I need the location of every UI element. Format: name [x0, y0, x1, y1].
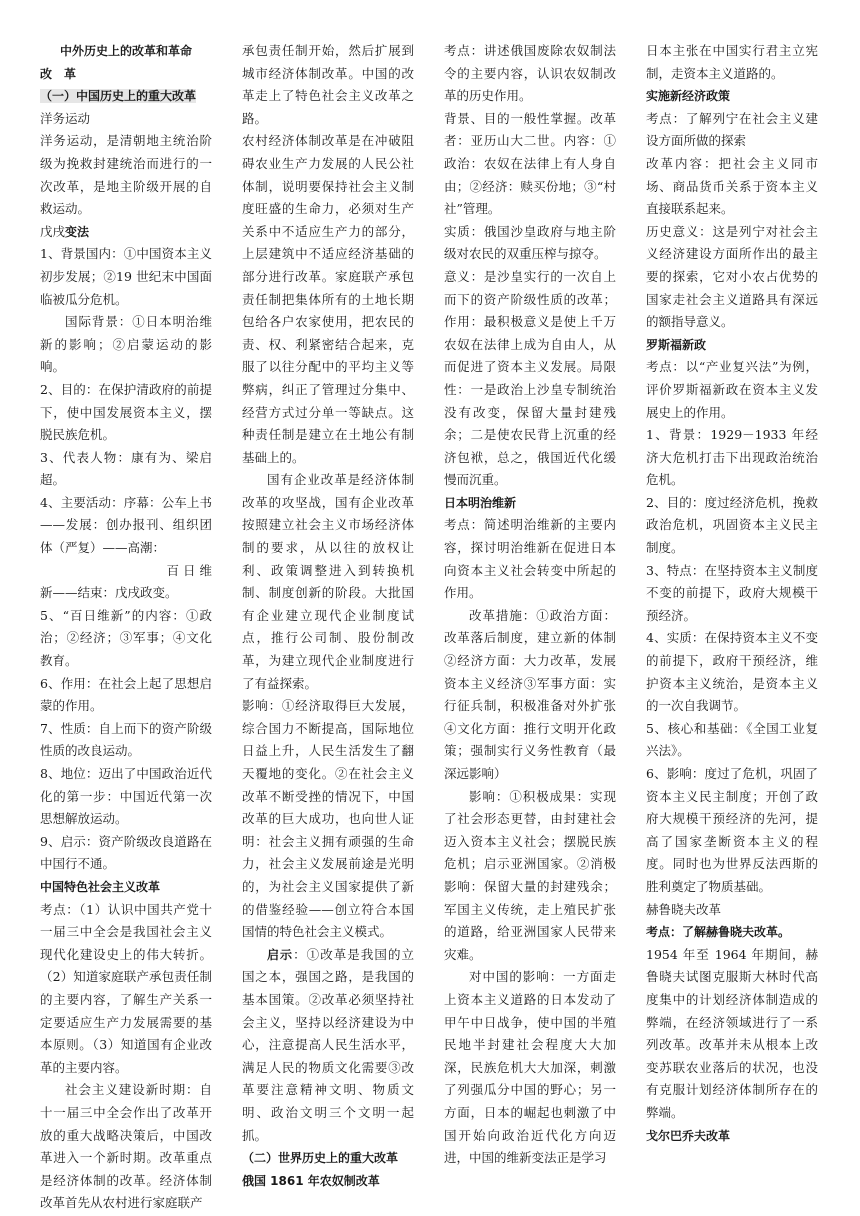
nep-content: 改革内容：把社会主义同市场、商品货币关系于资本主义直接联系起来。	[646, 155, 818, 217]
wuxu-item-9: 9、启示：资产阶级改良道路在中国行不通。	[40, 833, 212, 872]
column-3	[444, 40, 616, 1170]
paragraph-reform-impact: 影响：①经济取得巨大发展，综合国力不断提高，国际地位日益上升，人民生活发生了翻天覆地的变化。②在社会主义改革不断受挫的情况下，中国改革的巨大成功，也向世人证明：社会主义拥有顽强的生命力，社会主义发展前途是光明的，为社会主义国家提供了新的借鉴经验——创立符合本国国情的特色社会主义模式。	[242, 698, 414, 940]
meiji-conclusion: 日本主张在中国实行君主立宪制，走资本主义道路的。	[646, 43, 818, 81]
new-deal-item-1: 1、背景：1929－1933 年经济大危机打击下出现政治统治危机。	[646, 427, 818, 488]
heading-chinese-reforms: （一）中国历史上的重大改革	[40, 89, 197, 104]
wuxu-item-4b: 百 日 维	[166, 562, 212, 578]
meiji-measures: 改革措施：①政治方面：改革落后制度，建立新的体制②经济方面：大力改革，发展资本主义经济③军事方面：实行征兵制，积极准备对外扩张④文化方面：推行文明开化政策；强制实行义务性教育（最深远影响）	[444, 607, 616, 781]
socialism-new-period: 社会主义建设新时期：自十一届三中全会作出了改革开放的重大战略决策后，中国改革进入一个新时期。改革重点是经济体制的改革。经济体制改革首先从农村进行家庭联产	[40, 1082, 212, 1211]
paragraph-reform-lessons: 启示：①改革是我国的立国之本，强国之路，是我国的基本国策。②改革必须坚持社会主义，坚持以经济建设为中心，注意提高人民生活水平，满足人民的物质文化需要③改革要注意精神文明、物质文明、政治文明三个文明一起抓。	[242, 946, 414, 1143]
column-1	[40, 40, 212, 1215]
heading-new-deal: 罗斯福新政	[646, 337, 707, 352]
wuxu-item-1b: 国际背景：①日本明治维新的影响；②启蒙运动的影响。	[40, 314, 212, 375]
paragraph-contract-system: 承包责任制开始，然后扩展到城市经济体制改革。中国的改革走上了特色社会主义改革之路。	[242, 43, 414, 126]
wuxu-item-4: 4、主要活动：序幕：公车上书——发展：创办报刊、组织团体（严复）——高潮：	[40, 494, 212, 556]
new-deal-item-5: 5、核心和基础：《全国工业复兴法》。	[646, 720, 818, 759]
paragraph-soe-reform: 国有企业改革是经济体制改革的攻坚战，国有企业改革按照建立社会主义市场经济体制的要求，从以往的放权让利、政策调整进入到转换机制、制度创新的阶段。大批国有企业建立现代企业制度试点，推行公司制、股份制改革，为建立现代企业制度进行了有益探索。	[242, 472, 414, 691]
document-page	[40, 40, 830, 1211]
khrushchev-content: 1954 年至 1964 年期间，赫鲁晓夫试图克服斯大林时代高度集中的计划经济体制造成的弊端，在经济领域进行了一系列改革。改革并未从根本上改变苏联农业落后的状况，也没有克服计划经济体制所存在的弊端。	[646, 946, 818, 1120]
heading-russia-1861: 俄国 1861 年农奴制改革	[242, 1173, 380, 1188]
heading-khrushchev-reform: 赫鲁晓夫改革	[646, 901, 722, 917]
nep-significance: 历史意义：这是列宁对社会主义经济建设方面所作出的最主要的探索，它对小农占优势的国家走社会主义道路具有深远的额指导意义。	[646, 223, 818, 330]
socialism-exam-points: 考点：（1）认识中国共产党十一届三中全会是我国社会主义现代化建设史上的伟大转折。（2）知道家庭联产承包责任制的主要内容，了解生产关系一定要适应生产力发展需要的基本原则。（3）知道国有企业改革的主要内容。	[40, 901, 212, 1075]
wuxu-item-1: 1、背景国内：①中国资本主义初步发展；②19 世纪末中国面临被瓜分危机。	[40, 246, 212, 307]
heading-westernization: 洋务运动	[40, 110, 91, 126]
document-title: 中外历史上的改革和革命	[59, 44, 192, 58]
wuxu-item-6: 6、作用：在社会上起了思想启蒙的作用。	[40, 675, 212, 714]
heading-world-reforms: （二）世界历史上的重大改革	[242, 1151, 399, 1166]
new-deal-item-6: 6、影响：度过了危机，巩固了资本主义民主制度；开创了政府大规模干预经济的先河，提高了国家垄断资本主义的程度。同时也为世界反法西斯的胜利奠定了物质基础。	[646, 766, 818, 894]
russia-essence: 实质：俄国沙皇政府与地主阶级对农民的双重压榨与掠夺。	[444, 223, 616, 262]
paragraph-westernization: 洋务运动，是清朝地主统治阶级为挽救封建统治而进行的一次改革，是地主阶级开展的自救运动。	[40, 133, 212, 217]
nep-exam-points: 考点：了解列宁在社会主义建设方面所做的探索	[646, 110, 818, 149]
wuxu-item-7: 7、性质：自上而下的资产阶级性质的改良运动。	[40, 720, 212, 759]
meiji-impact-china: 对中国的影响：一方面走上资本主义道路的日本发动了甲午中日战争，使中国的半殖民地半封建社会程度大大加深，民族危机大大加深，刺激了列强瓜分中国的野心；另一方面，日本的崛起也刺激了中国开始向政治近代化方向迈进，中国的维新变法正是学习	[444, 969, 616, 1166]
column-2	[242, 40, 414, 1192]
khrushchev-exam-points: 考点：了解赫鲁晓夫改革。	[646, 925, 791, 940]
section-title-reform: 改 革	[40, 66, 77, 81]
column-4	[646, 40, 818, 1147]
wuxu-item-5: 5、“百日维新”的内容：①政治；②经济；③军事；④文化教育。	[40, 607, 212, 669]
heading-meiji-restoration: 日本明治维新	[444, 495, 517, 510]
heading-nep: 实施新经济政策	[646, 89, 731, 104]
russia-significance: 意义：是沙皇实行的一次自上而下的资产阶级性质的改革；作用：最积极意义是使上千万农奴在法律上成为自由人，从而促进了资本主义发展。局限性：一是政治上沙皇专制统治没有改变，保留大量封建残余；二是使农民背上沉重的经济包袱，总之，俄国近代化缓慢而沉重。	[444, 268, 616, 488]
wuxu-item-8: 8、地位：迈出了中国政治近代化的第一步：中国近代第一次思想解放运动。	[40, 766, 212, 827]
heading-wuxu-reform: 戊戌变法	[40, 223, 90, 239]
meiji-impact: 影响：①积极成果：实现了社会形态更替，由封建社会迈入资本主义社会；摆脱民族危机；启示亚洲国家。②消极影响：保留大量的封建残余；军国主义传统，走上殖民扩张的道路，给亚洲国家人民带来灾难。	[444, 788, 616, 962]
new-deal-item-3: 3、特点：在坚持资本主义制度不变的前提下，政府大规模干预经济。	[646, 562, 818, 623]
paragraph-rural-reform: 农村经济体制改革是在冲破阻碍农业生产力发展的人民公社体制，说明要保持社会主义制度旺盛的生命力，必须对生产关系中不适应生产力的部分，上层建筑中不适应经济基础的部分进行改革。家庭联产承包责任制把集体所有的土地长期包给各户农家使用，把农民的责、权、利紧密结合起来，克服了以往分配中的平均主义等弊病，纠正了管理过分集中、经营方式过分单一等缺点。这种责任制是建立在土地公有制基础上的。	[242, 133, 414, 465]
heading-gorbachev-reform: 戈尔巴乔夫改革	[646, 1128, 731, 1143]
russia-content: 背景、目的一般性掌握。改革者：亚历山大二世。内容：①政治：农奴在法律上有人身自由；②经济：赎买份地；③“村社”管理。	[444, 110, 616, 217]
meiji-exam-points: 考点：简述明治维新的主要内容，探讨明治维新在促进日本向资本主义社会转变中所起的作用。	[444, 517, 616, 601]
wuxu-item-2: 2、目的：在保护清政府的前提下，使中国发展资本主义，摆脱民族危机。	[40, 381, 212, 443]
wuxu-item-4c: 新——结束：戊戌政变。	[40, 585, 178, 601]
new-deal-item-2: 2、目的：度过经济危机，挽救政治危机，巩固资本主义民主制度。	[646, 494, 818, 556]
russia-exam-points: 考点：讲述俄国废除农奴制法令的主要内容，认识农奴制改革的历史作用。	[444, 43, 616, 104]
wuxu-item-3: 3、代表人物：康有为、梁启超。	[40, 449, 212, 488]
new-deal-exam-points: 考点：以“产业复兴法”为例，评价罗斯福新政在资本主义发展史上的作用。	[646, 359, 818, 420]
heading-socialism-reform: 中国特色社会主义改革	[40, 879, 161, 894]
new-deal-item-4: 4、实质：在保持资本主义不变的前提下，政府干预经济，维护资本主义统治，是资本主义的一次自我调节。	[646, 630, 818, 714]
